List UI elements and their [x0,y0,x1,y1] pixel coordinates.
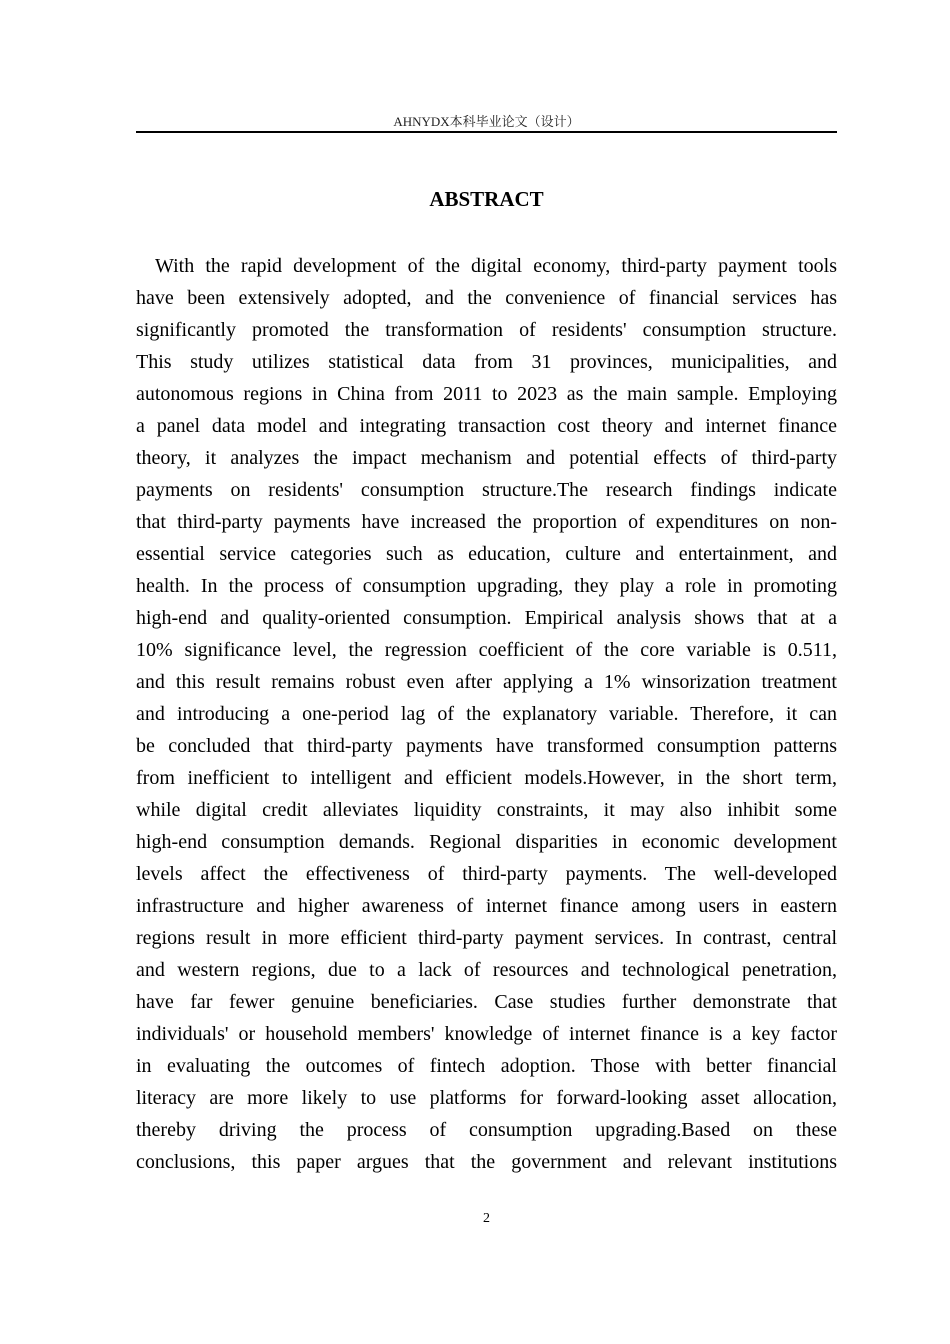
abstract-line: and introducing a one-period lag of the explanatory variable. Therefore, it can [136,703,837,725]
running-header: AHNYDX本科毕业论文（设计） [136,113,837,133]
abstract-line: have been extensively adopted, and the convenience of financial services has [136,287,837,309]
abstract-line: levels affect the effectiveness of third-party payments. The well-developed [136,863,837,885]
abstract-line: high-end consumption demands. Regional disparities in economic development [136,831,837,853]
abstract-line: conclusions, this paper argues that the government and relevant institutions [136,1151,837,1173]
abstract-line: With the rapid development of the digital economy, third-party payment tools [155,255,837,277]
page-number: 2 [483,1211,490,1226]
abstract-line: and this result remains robust even after applying a 1% winsorization treatment [136,671,837,693]
abstract-line: infrastructure and higher awareness of internet finance among users in eastern [136,895,837,917]
abstract-line: 10% significance level, the regression coefficient of the core variable is 0.511, [136,639,837,661]
abstract-line: individuals' or household members' knowledge of internet finance is a key factor [136,1023,837,1045]
abstract-line: high-end and quality-oriented consumption. Empirical analysis shows that at a [136,607,837,629]
abstract-line: significantly promoted the transformation of residents' consumption structure. [136,319,837,341]
abstract-line: that third-party payments have increased the proportion of expenditures on non- [136,511,837,533]
abstract-line: essential service categories such as education, culture and entertainment, and [136,543,837,565]
abstract-line: payments on residents' consumption structure.The research findings indicate [136,479,837,501]
abstract-line: regions result in more efficient third-party payment services. In contrast, central [136,927,837,949]
abstract-line: have far fewer genuine beneficiaries. Case studies further demonstrate that [136,991,837,1013]
abstract-line: health. In the process of consumption upgrading, they play a role in promoting [136,575,837,597]
abstract-line: theory, it analyzes the impact mechanism and potential effects of third-party [136,447,837,469]
abstract-line: while digital credit alleviates liquidity constraints, it may also inhibit some [136,799,837,821]
abstract-title: ABSTRACT [429,187,544,211]
abstract-line: be concluded that third-party payments have transformed consumption patterns [136,735,837,757]
abstract-line: a panel data model and integrating transaction cost theory and internet finance [136,415,837,437]
abstract-line: in evaluating the outcomes of fintech adoption. Those with better financial [136,1055,837,1077]
abstract-line: This study utilizes statistical data from 31 provinces, municipalities, and [136,351,837,373]
abstract-line: thereby driving the process of consumption upgrading.Based on these [136,1119,837,1141]
abstract-body [136,250,837,1178]
abstract-line: from inefficient to intelligent and efficient models.However, in the short term, [136,767,837,789]
abstract-line: autonomous regions in China from 2011 to 2023 as the main sample. Employing [136,383,837,405]
abstract-line: literacy are more likely to use platforms for forward-looking asset allocation, [136,1087,837,1109]
abstract-line: and western regions, due to a lack of resources and technological penetration, [136,959,837,981]
